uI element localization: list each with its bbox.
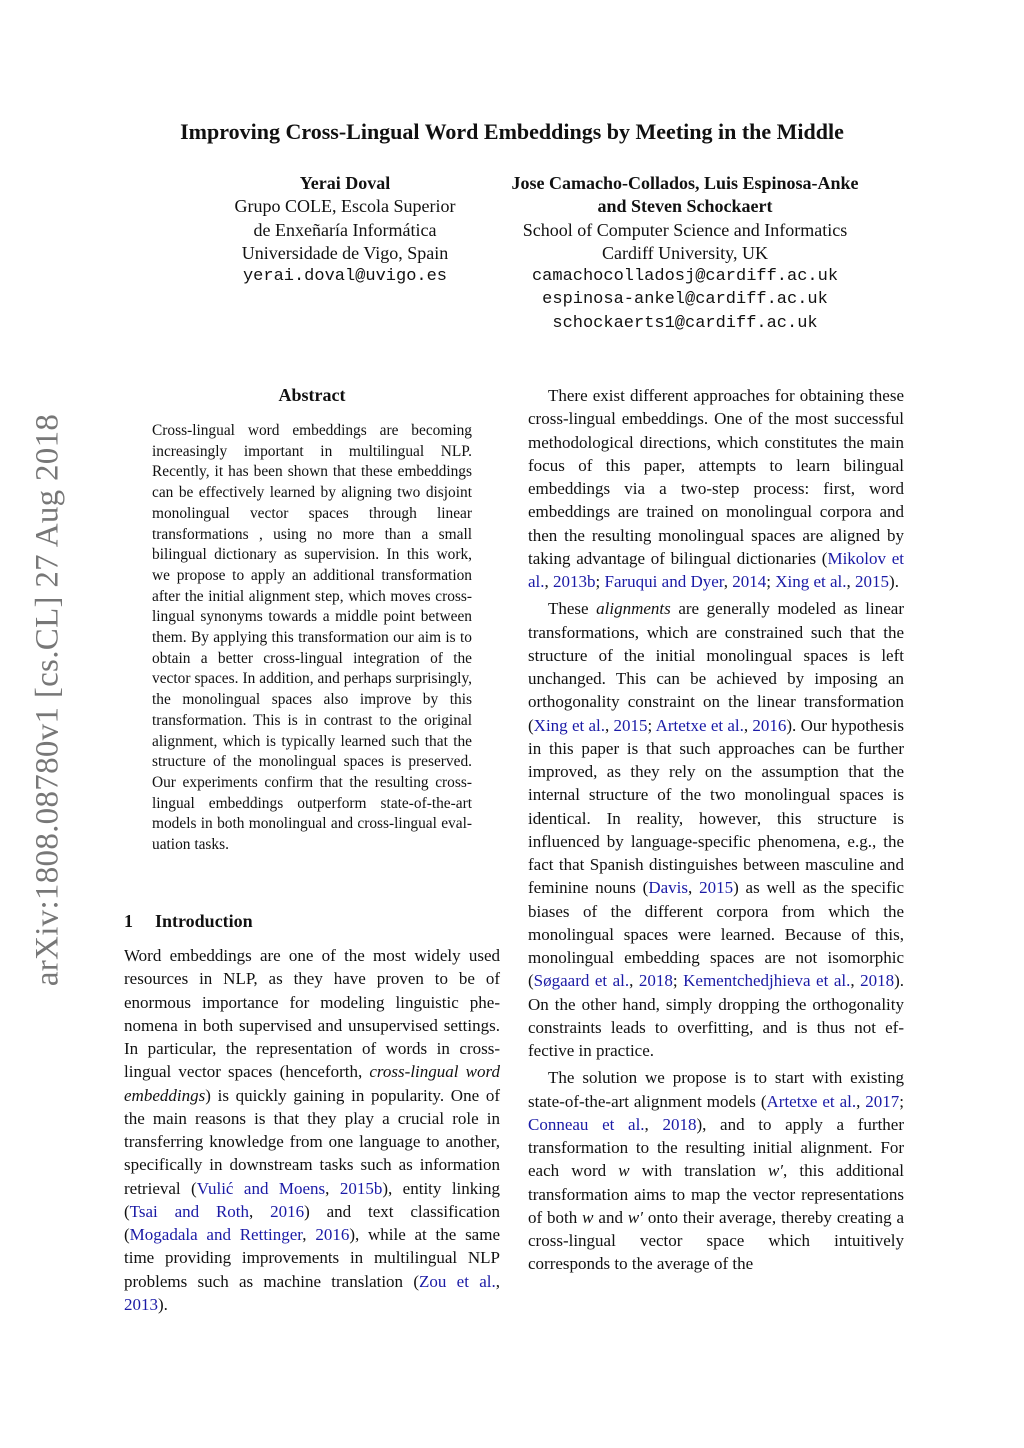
math-variable: w	[582, 1207, 594, 1227]
introduction-body	[124, 944, 500, 1316]
citation-link[interactable]: 2013	[124, 1294, 158, 1314]
citation-link[interactable]: Zou et al.	[419, 1271, 496, 1291]
math-variable: w′	[767, 1161, 784, 1181]
affiliation-line: Cardiff University, UK	[602, 242, 768, 263]
section-title: Introduction	[155, 911, 253, 931]
citation-link[interactable]: 2013b	[553, 572, 596, 591]
math-variable: w	[618, 1161, 630, 1181]
affiliation-line: de Enxeñaría Informática	[253, 219, 437, 240]
affiliation-line: Universidade de Vigo, Spain	[241, 242, 449, 263]
author-email: espinosa-ankel@cardiff.ac.uk	[542, 290, 828, 310]
author-email: yerai.doval@uvigo.es	[242, 267, 448, 287]
paragraph: Word embeddings are one of the most widely used resources in NLP, as they have proven to be of enormous importance for modeling linguistic phenomena in both supervised and unsupervised settings. In particular, the representation of words in cross-lingual vector spaces (henceforth, cross-lingual word embeddings) is quickly gaining in popularity. One of the main reasons is that they play a crucial role in transferring knowledge from one language to another, specifically in downstream tasks such as information retrieval (Vulić and Moens, 2015b), entity linking (Tsai and Roth, 2016) and text classification (Mogadala and Rettinger, 2016), while at the same time providing improvements in multilingual NLP problems such as machine translation (Zou et al., 2013).	[124, 946, 501, 1314]
citation-link[interactable]: Vulić and Moens	[196, 1178, 326, 1198]
citation-link[interactable]: 2016	[752, 715, 787, 735]
affiliation-line: School of Computer Science and Informatics	[522, 219, 848, 240]
citation-link[interactable]: 2016	[315, 1225, 350, 1244]
citation-link[interactable]: 2014	[732, 572, 767, 591]
citation-link[interactable]: Mogadala and Rettinger	[129, 1225, 303, 1244]
citation-link[interactable]: Faruqui and Dyer	[604, 572, 724, 591]
paper-title: Improving Cross-Lingual Word Embeddings by Meeting in the Middle	[180, 119, 844, 144]
abstract-text: Cross-lingual word embeddings are becoming increasingly important in multilingual NLP. Recently, it has been shown that these embeddings can be effectively learned by aligning two disjoint monolingual vector spaces through linear transformations , using no more than a small bilingual dictionary as supervision. In this work, we propose to apply an additional transformation after the initial alignment step, which moves cross-lingual synonyms towards a middle point between them. By applying this transformation our aim is to obtain a better cross-lingual integration of the vector spaces. In addition, and perhaps surprisingly, the monolingual spaces also improve by this transformation. This is in contrast to the original alignment, which is typically learned such that the structure of the monolingual spaces is preserved. Our experiments confirm that the resulting cross-lingual embeddings outperform state-of-the-art models in both monolingual and cross-lingual evaluation tasks.	[152, 422, 472, 854]
author-email: schockaerts1@cardiff.ac.uk	[552, 313, 818, 333]
citation-link[interactable]: 2015	[613, 715, 648, 735]
citation-link[interactable]: Mikolov et al.	[528, 548, 904, 591]
citation-link[interactable]: Conneau et al.	[528, 1114, 645, 1134]
author-block-left	[215, 172, 475, 288]
affiliation-line: Grupo COLE, Escola Superior	[234, 196, 456, 217]
right-column-body	[528, 384, 904, 1276]
citation-link[interactable]: 2018	[662, 1114, 697, 1134]
citation-link[interactable]: Tsai and Roth	[129, 1201, 250, 1221]
citation-link[interactable]: 2016	[270, 1201, 305, 1221]
citation-link[interactable]: Artetxe et al.	[766, 1091, 857, 1111]
author-names: Jose Camacho-Collados, Luis Espinosa-Anke	[511, 173, 859, 193]
citation-link[interactable]: Xing et al.	[533, 715, 605, 735]
citation-link[interactable]: Davis	[648, 878, 688, 898]
citation-link[interactable]: Artetxe et al.	[655, 715, 744, 735]
author-block-right	[470, 172, 900, 335]
citation-link[interactable]: 2018	[860, 971, 895, 991]
paragraph: The solution we propose is to start with existing state-of-the-art alignment models (Artetxe et al., 2017; Conneau et al., 2018), and to apply a further transformation to the resulting initial alignment. For each word w with translation w′, this additional transformation aims to map the vector representations of both w and w′ onto their average, thereby creating a cross-lingual vector space which intuitively corresponds to the average of the	[528, 1068, 905, 1274]
math-variable: w′	[627, 1207, 643, 1227]
arxiv-identifier: arXiv:1808.08780v1 [cs.CL] 27 Aug 2018	[29, 413, 66, 987]
citation-link[interactable]: Søgaard et al.	[533, 971, 630, 991]
author-email: camachocolladosj@cardiff.ac.uk	[531, 267, 839, 287]
paragraph: These alignments are generally modeled as linear transformations, which are constrained such that the structure of the initial monolingual spaces is left unchanged. This can be achieved by imposing an orthogonality constraint on the linear transformation (Xing et al., 2015; Artetxe et al., 2016). Our hypothesis in this paper is that such approaches can be further improved, as they rely on the assumption that the internal structure of the two monolingual spaces is identical. In reality, however, this structure is influenced by language-specific phenomena, e.g., the fact that Spanish distinguishes between masculine and feminine nouns (Davis, 2015) as well as the specific biases of the different corpora from which the monolingual spaces were learned. Because of this, monolingual embedding spaces are not isomorphic (Søgaard et al., 2018; Kementchedjhieva et al., 2018). On the other hand, simply dropping the orthogonality constraints leads to overfitting, and is thus not effective in practice.	[528, 599, 905, 1060]
citation-link[interactable]: 2015	[699, 878, 734, 898]
section-heading-introduction	[124, 909, 500, 933]
author-names: and Steven Schockaert	[597, 196, 773, 217]
citation-link[interactable]: 2017	[865, 1091, 900, 1111]
citation-link[interactable]: 2018	[638, 971, 673, 991]
author-name: Yerai Doval	[299, 173, 391, 193]
paragraph: There exist different approaches for obtaining these cross-lingual embeddings. One of the most successful methodological directions, which constitutes the main focus of this paper, attempts to learn bilingual embeddings via a two-step process: first, word embeddings are trained on monolingual corpora and then the resulting monolingual spaces are aligned by taking advantage of bilingual dictionaries (Mikolov et al., 2013b; Faruqui and Dyer, 2014; Xing et al., 2015).	[528, 386, 904, 591]
citation-link[interactable]: Xing et al.	[775, 572, 847, 591]
citation-link[interactable]: 2015	[855, 572, 890, 591]
section-number: 1	[124, 911, 133, 931]
citation-link[interactable]: Kementchedjhieva et al.	[683, 971, 851, 991]
citation-link[interactable]: 2015b	[339, 1178, 383, 1198]
abstract-heading: Abstract	[278, 385, 346, 405]
